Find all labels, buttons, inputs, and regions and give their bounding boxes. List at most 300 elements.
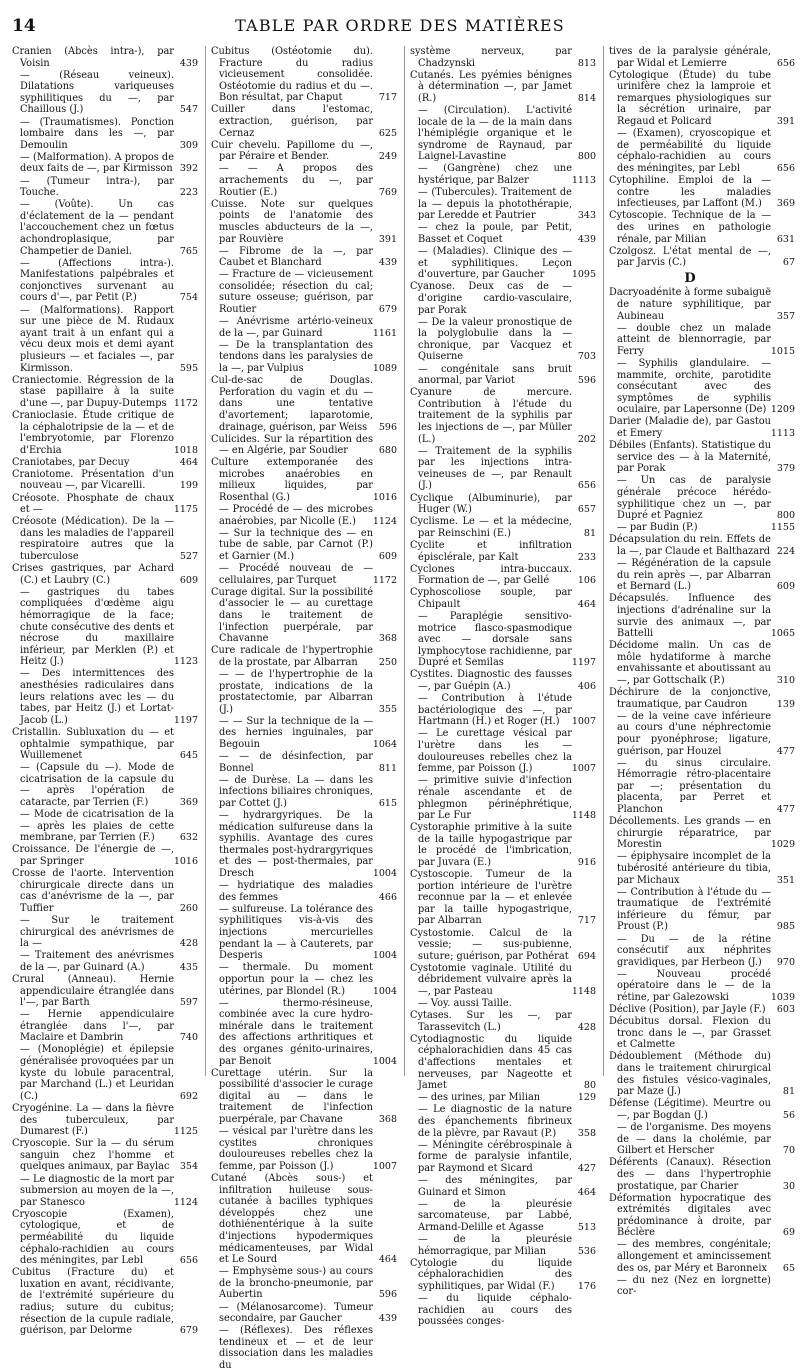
entry-text: — des méningites, par Guinard et Simon <box>418 1175 572 1198</box>
page-reference: 439 <box>378 1313 397 1325</box>
entry-text: Décubitus dorsal. Flexion du tronc dans le —, par Grasset et Calmette <box>609 1016 771 1051</box>
index-entry <box>211 563 397 586</box>
page-reference: 1089 <box>372 363 397 375</box>
page-reference: 1004 <box>372 1055 397 1067</box>
entry-text: — Emphysème sous-) au cours de la broncho-pneumonie, par Aubertin <box>219 1266 373 1301</box>
entry-text: Cystoraphie primitive à la suite de la taille hypogastrique par le procédé de l'imbrication, par Juvara (E.) <box>410 822 572 868</box>
index-entry <box>609 70 795 128</box>
index-entry <box>211 246 397 269</box>
index-entry <box>211 528 397 563</box>
index-entry <box>609 758 795 816</box>
index-entry <box>12 199 198 257</box>
page-reference: 1172 <box>173 397 198 409</box>
page-reference: 1029 <box>770 839 795 851</box>
page-reference: 916 <box>577 856 596 868</box>
page-reference: 656 <box>179 1255 198 1267</box>
entry-text: Décollements. Les grands — en chirurgie réparatrice, par Morestin <box>609 816 771 851</box>
entry-text: — sulfureuse. La tolérance des syphilitiques vis-à-vis des injections mercurielles pendant la — à Cauterets, par Desperis <box>219 903 373 962</box>
entry-text: — chez la poule, par Petit, Basset et Coquet <box>418 222 572 245</box>
page-reference: 740 <box>179 1032 198 1044</box>
entry-text: Dédoublement (Méthode du) dans le traitement chirurgical des fistules vésico-vaginales, par Maze (J.) <box>609 1051 771 1098</box>
entry-text: Cryoscopie. Sur la — du sérum sanguin chez l'homme et quelques animaux, par Baylac <box>12 1138 174 1173</box>
entry-text: Crises gastriques, par Achard (C.) et Laubry (C.) <box>12 563 174 586</box>
page-reference: 30 <box>782 1180 795 1192</box>
index-entry <box>410 1199 596 1234</box>
page-reference: 464 <box>577 598 596 610</box>
page-reference: 1209 <box>770 404 795 416</box>
entry-text: Cuiller dans l'estomac, extraction, guérison, par Cernaz <box>211 104 373 139</box>
index-entry <box>410 693 596 728</box>
index-entry <box>211 46 397 104</box>
index-entry <box>12 587 198 668</box>
page-reference: 1197 <box>571 657 596 669</box>
entry-text: Cyanure de mercure. Contribution à l'étude du traitement de la syphilis par les injections de —, par Müller (L.) <box>410 387 572 445</box>
index-column-1 <box>12 46 198 1337</box>
index-entry <box>609 711 795 757</box>
page-reference: 1175 <box>173 504 198 516</box>
entry-text: — Contribution à l'étude du — traumatique de l'extrémité inférieure du fémur, par Proust (P.) <box>617 886 771 933</box>
page-reference: 1015 <box>770 345 795 357</box>
entry-text: — Le diagnostic de la mort par submersion au moyen de la —, par Stanesco <box>20 1173 174 1208</box>
entry-text: Czolgosz. L'état mental de —, par Jarvis (C.) <box>609 245 771 269</box>
page-reference: 428 <box>179 938 198 950</box>
page-reference: 814 <box>577 92 596 104</box>
entry-text: Craniectomie. Régression de la stase papillaire à la suite d'une —, par Dupuy-Dutemps <box>12 374 174 409</box>
index-entry <box>410 105 596 163</box>
index-entry <box>609 475 795 521</box>
page-reference: 1007 <box>372 1160 397 1172</box>
index-entry <box>609 1157 795 1192</box>
index-entry <box>211 140 397 163</box>
entry-text: Craniotabes, par Decuy <box>12 456 130 468</box>
entry-text: Cyclite et infiltration épisclérale, par Kalt <box>410 539 572 563</box>
entry-text: Cubitus (Fracture du) et luxation en avant, récidivante, de l'extrémité supérieure du radius; suture du cubitus; résection de la cupule radiale, guérison, par Delorme <box>12 1267 174 1337</box>
index-entry <box>211 904 397 962</box>
page-reference: 65 <box>782 1262 795 1274</box>
page-reference: 813 <box>577 57 596 69</box>
entry-text: — Traitement des anévrismes de la —, par Guinard (A.) <box>20 950 174 973</box>
index-entry <box>410 281 596 316</box>
page-reference: 439 <box>577 234 596 245</box>
entry-text: — Un cas de paralysie générale précoce hérédo-syphilitique chez un —, par Dupré et Pagniez <box>617 475 771 522</box>
page-reference: 379 <box>776 463 795 475</box>
entry-text: Cystites. Diagnostic des fausses —, par Guépin (A.) <box>410 669 572 693</box>
index-entry <box>410 317 596 363</box>
entry-text: Cristallin. Subluxation du — et ophtalmie sympathique, par Wuillemenet <box>12 726 174 762</box>
page-reference: 56 <box>782 1109 795 1121</box>
entry-text: — Procédé de — des microbes anaérobies, par Nicolle (E.) <box>219 504 373 527</box>
entry-text: — de la veine cave inférieure au cours d'une néphrectomie pour pyonéphrose; ligature, guérison, par Houzel <box>617 710 771 757</box>
page-reference: 1004 <box>372 950 397 962</box>
entry-text: Décapsulation du rein. Effets de la —, par Claude et Balthazard <box>609 534 771 557</box>
index-entry <box>410 1175 596 1198</box>
index-entry <box>211 340 397 375</box>
page-reference: 985 <box>776 921 795 933</box>
entry-text: — épiphysaire incomplet de la tubérosité antérieure du tibia, par Michaux <box>617 851 771 886</box>
entry-text: Créosote. Phosphate de chaux et — <box>12 492 174 516</box>
index-entry <box>12 762 198 808</box>
index-entry <box>410 163 596 186</box>
index-entry <box>410 364 596 387</box>
entry-text: Craniotome. Présentation d'un nouveau —, par Vicarelli. <box>12 468 174 492</box>
index-entry <box>609 287 795 322</box>
entry-text: — Du — de la rétine consécutif aux néphrites gravidiques, par Herbeon (J.) <box>617 933 771 968</box>
page-reference: 369 <box>776 198 795 210</box>
entry-text: — des membres, congénitale; allongement et amincissement des os, par Méry et Baronneix <box>617 1239 771 1274</box>
entry-text: — — de l'hypertrophie de la prostate, indications de la prostatectomie, par Albarran (J.) <box>219 668 373 715</box>
index-entry <box>609 175 795 210</box>
page-reference: 536 <box>577 1245 596 1257</box>
page-reference: 527 <box>179 551 198 563</box>
page-reference: 680 <box>378 445 397 457</box>
entry-text: Cyclisme. Le — et la médecine, par Reinschini (E.) <box>410 516 572 539</box>
entry-text: — Méningite cérébrospinale à forme de paralysie infantile, par Raymond et Sicard <box>418 1139 572 1174</box>
index-entry <box>12 457 198 469</box>
entry-text: — — de désinfection, par Bonnel <box>219 751 373 774</box>
entry-text: Déformation hypocratique des extrémités digitales avec prédominance à droite, par Béclère <box>609 1192 771 1239</box>
entry-text: Cyanose. Deux cas de — d'origine cardio-vasculaire, par Porak <box>410 281 572 316</box>
entry-text: système nerveux, par Chadzynski <box>410 46 572 69</box>
index-entry <box>609 1122 795 1157</box>
column-divider <box>603 46 604 1076</box>
page-reference: 435 <box>179 961 198 973</box>
page-reference: 656 <box>577 480 596 492</box>
page-reference: 609 <box>378 551 397 563</box>
entry-text: Cystotomie vaginale. Utilité du débridement vulvaire après la —, par Pasteau <box>410 962 572 997</box>
entry-text: Croissance. De l'énergie de —, par Springer <box>12 844 174 867</box>
page-reference: 80 <box>583 1080 596 1092</box>
entry-text: — du nez (Nez en lorgnette) cor- <box>617 1274 771 1298</box>
index-entry <box>211 104 397 139</box>
index-entry <box>211 587 397 645</box>
page-reference: 129 <box>577 1092 596 1104</box>
entry-text: — Mode de cicatrisation de la — après les plaies de cette membrane, par Terrien (F.) <box>20 809 174 844</box>
entry-text: — De la valeur pronostique de la polyglobulie dans la — chronique, par Vacquez et Quiserne <box>418 316 572 363</box>
entry-text: — Le curettage vésical par l'urètre dans les — douloureuses rebelles chez la femme, par Poisson (J.) <box>418 728 572 775</box>
page-reference: 1007 <box>571 716 596 728</box>
page-reference: 69 <box>782 1227 795 1239</box>
entry-text: — de la pleurésie hémorragique, par Milian <box>418 1233 572 1257</box>
entry-text: — de l'organisme. Des moyens de — dans la cholémie, par Gilbert et Herscher <box>617 1122 771 1157</box>
page-reference: 754 <box>179 292 198 304</box>
column-divider <box>205 46 206 1076</box>
page-reference: 250 <box>378 656 397 668</box>
entry-text: Curage digital. Sur la possibilité d'associer le — au curettage dans le traitement de l'infection puerpérale, par Chavanne <box>211 586 373 645</box>
index-entry <box>211 751 397 774</box>
page-reference: 1197 <box>173 714 198 726</box>
entry-text: Cystostomie. Calcul de la vessie; — sus-pubienne, suture; guérison, par Pothérat <box>410 927 572 962</box>
entry-text: Décidome malin. Un cas de môle hydatiforme à marche envahissante et aboutissant au —, par Gottschalk (P.) <box>609 640 771 686</box>
page-reference: 406 <box>577 681 596 693</box>
entry-text: Déférents (Canaux). Résection des — dans l'hypertrophie prostatique, par Charier <box>609 1157 771 1192</box>
index-entry <box>410 1092 596 1104</box>
page-reference: 477 <box>776 745 795 757</box>
index-entry <box>12 1103 198 1138</box>
page-reference: 765 <box>179 245 198 257</box>
index-entry <box>609 246 795 269</box>
index-entry <box>211 1173 397 1266</box>
page-reference: 391 <box>776 116 795 128</box>
page-reference: 368 <box>378 1114 397 1126</box>
entry-text: Cystoscopie. Tumeur de la portion intérieure de l'urètre reconnue par la — et enlevée par la taille hypogastrique, par Albarran <box>410 869 572 927</box>
entry-text: — du sinus circulaire. Hémorragie rétro-placentaire par —; présentation du placenta, par Perret et Planchon <box>617 757 771 815</box>
page-reference: 464 <box>378 1254 397 1266</box>
entry-text: — de la pleurésie sarcomateuse, par Labbé, Armand-Delille et Agasse <box>418 1198 572 1233</box>
entry-text: — thermo-résineuse, combinée avec la cure hydro-minérale dans le traitement des affections arthritiques et des organes génito-urinaires, par Benoit <box>219 997 373 1067</box>
index-entry <box>12 46 198 69</box>
page-reference: 309 <box>179 139 198 151</box>
page-reference: 657 <box>577 504 596 516</box>
page-reference: 392 <box>179 163 198 175</box>
index-entry <box>609 1239 795 1274</box>
entry-text: — Des intermittences des anesthésies radiculaires dans leurs relations avec les — du tabes, par Heitz (J.) et Lortat-Jacob (L.) <box>20 668 174 726</box>
index-column-3 <box>410 46 596 1328</box>
index-entry <box>12 915 198 950</box>
index-entry <box>211 199 397 245</box>
index-entry <box>410 1234 596 1257</box>
index-entry <box>12 375 198 410</box>
entry-text: Défense (Légitime). Meurtre ou —, par Bogdan (J.) <box>609 1098 771 1121</box>
entry-text: — (Maladies). Clinique des — et syphilitiques. Leçon d'ouverture, par Gaucher <box>418 246 572 281</box>
page-reference: 800 <box>776 510 795 522</box>
page-reference: 800 <box>577 151 596 163</box>
index-entry <box>12 1209 198 1267</box>
page-reference: 603 <box>776 1004 795 1016</box>
entry-text: — Contribution à l'étude bactériologique des —, par Hartmann (H.) et Roger (H.) <box>418 693 572 728</box>
index-entry <box>410 1258 596 1293</box>
entry-text: — vésical par l'urètre dans les cystites chroniques douloureuses rebelles chez la femme, par Poisson (J.) <box>219 1126 373 1172</box>
index-entry <box>609 358 795 416</box>
entry-text: — — A propos des arrachements du —, par Routier (E.) <box>219 163 373 198</box>
index-entry <box>410 446 596 492</box>
entry-text: — gastriques du tabes compliquées d'œdème aigu hémorragique de la face; chute consécutive des dents et nécrose du maxillaire inférieur, par Merklen (P.) et Heitz (J.) <box>20 586 174 668</box>
index-entry <box>609 1098 795 1121</box>
entry-text: — (Gangrène) chez une hystérique, par Balzer <box>418 163 572 187</box>
page-reference: 477 <box>776 804 795 815</box>
entry-text: Cyclique (Albuminurie), par Huger (W.) <box>410 492 572 516</box>
entry-text: Cul-de-sac de Douglas. Perforation du vagin et du — dans une tentative d'avortement; laparotomie, drainage, guérison, par Weiss <box>211 375 373 433</box>
index-entry <box>12 950 198 973</box>
index-entry <box>609 593 795 639</box>
page-reference: 513 <box>577 1221 596 1233</box>
index-entry <box>609 851 795 886</box>
page-reference: 439 <box>378 257 397 269</box>
entry-text: — thermale. Du moment opportun pour la — chez les utérines, par Blondel (R.) <box>219 962 373 997</box>
index-entry <box>211 998 397 1068</box>
entry-text: Crural (Anneau). Hernie appendiculaire étranglée dans l'—, par Barth <box>12 973 174 1009</box>
page-reference: 224 <box>776 545 795 557</box>
page-reference: 199 <box>179 480 198 492</box>
index-entry <box>410 516 596 539</box>
entry-text: Cuisse. Note sur quelques points de l'anatomie des muscles abducteurs de la —, par Rouvière <box>211 198 373 245</box>
index-entry <box>211 880 397 903</box>
entry-text: — Régénération de la capsule du rein après —, par Albarran et Bernard (L.) <box>617 558 771 593</box>
page-reference: 692 <box>179 1090 198 1102</box>
index-entry <box>12 1267 198 1337</box>
index-entry <box>211 716 397 751</box>
index-entry <box>211 669 397 715</box>
index-entry <box>609 887 795 933</box>
page-reference: 1113 <box>571 175 596 187</box>
index-entry <box>12 868 198 914</box>
index-entry <box>410 669 596 692</box>
index-entry <box>609 522 795 534</box>
index-entry <box>211 1325 397 1371</box>
index-entry <box>211 810 397 880</box>
page-reference: 679 <box>378 304 397 316</box>
page-reference: 656 <box>776 162 795 174</box>
entry-text: Cytophiline. Emploi de la — contre les maladies infectieuses, par Laffont (M.) <box>609 175 771 210</box>
page-reference: 717 <box>378 92 397 104</box>
page-reference: 464 <box>179 456 198 468</box>
index-entry <box>12 668 198 726</box>
entry-text: Déchirure de la conjonctive, traumatique, par Caudron <box>609 687 771 710</box>
entry-text: — (Examen), cryoscopique et de perméabilité du liquide céphalo-rachidien au cours des méningites, par Lebl <box>617 128 771 174</box>
page-reference: 1155 <box>770 522 795 534</box>
index-entry <box>211 375 397 433</box>
entry-text: Cytologique (Étude) du tube urinifère chez la lamproie et remarques physiologiques sur la sécrétion urinaire, par Regaud et Policard <box>609 69 771 128</box>
index-entry <box>211 316 397 339</box>
index-entry <box>410 1104 596 1139</box>
entry-text: Débiles (Enfants). Statistique du service des — à la Maternité, par Porak <box>609 440 771 475</box>
entry-text: — (Monoplégie) et épilepsie généralisée provoquées par un kyste du lobule paracentral, par Marchand (L.) et Leuridan (C.) <box>20 1044 174 1102</box>
index-entry <box>609 816 795 851</box>
index-entry <box>211 1126 397 1172</box>
page-reference: 67 <box>782 257 795 269</box>
entry-text: — De la transplantation des tendons dans les paralysies de la —, par Vulpius <box>219 339 373 375</box>
index-entry <box>609 640 795 686</box>
entry-text: Cubitus (Ostéotomie du). Fracture du radius vicieusement consolidée. Ostéotomie du radius et du —. Bon résultat, par Chaput <box>211 46 373 104</box>
entry-text: — — Sur la technique de la — des hernies inguinales, par Begouin <box>219 715 373 751</box>
index-entry <box>410 70 596 105</box>
index-entry <box>12 1009 198 1044</box>
entry-text: Cranien (Abcès intra-), par Voisin <box>12 46 174 69</box>
index-entry <box>12 974 198 1009</box>
index-entry <box>410 928 596 963</box>
entry-text: — Fracture de — vicieusement consolidée; résection du cal; suture osseuse; guérison, par Routier <box>219 269 373 316</box>
entry-text: — (Malformations). Rapport sur une pièce de M. Rudaux ayant trait à un enfant qui a vécu deux mois et demi ayant plusieurs — et faciales —, par Kirmisson. <box>20 304 174 374</box>
page-reference: 1148 <box>571 810 596 822</box>
entry-text: — Traitement de la syphilis par les injections intra-veineuses de —, par Renault (J.) <box>418 445 572 492</box>
entry-text: — Fibrome de la —, par Caubet et Blanchard <box>219 245 373 269</box>
entry-text: — (Affections intra-). Manifestations palpébrales et conjonctives survenant au cours d'—, par Petit (P.) <box>20 257 174 304</box>
page-reference: 679 <box>179 1325 198 1337</box>
page-reference: 811 <box>378 762 397 774</box>
page-number: 14 <box>12 16 36 36</box>
page-reference: 615 <box>378 798 397 809</box>
entry-text: D <box>684 270 696 286</box>
page-reference: 1172 <box>372 574 397 586</box>
entry-text: Cytologie du liquide céphalorachidien des syphilitiques, par Widal (F.) <box>410 1257 572 1292</box>
index-entry <box>609 558 795 593</box>
page-reference: 1007 <box>571 763 596 775</box>
index-entry <box>410 728 596 774</box>
page-reference: 1018 <box>173 444 198 456</box>
entry-text: Cutané (Abcès sous-) et infiltration huileuse sous-cutanée à bacilles typhiques développés chez une dothiénentérique à la suite d'injections hypodermiques médicamenteuses, par Widal et Le Sourd <box>211 1173 373 1266</box>
index-entry <box>410 611 596 669</box>
page-reference: 656 <box>776 57 795 69</box>
entry-text: — hydrargyriques. De la médication sulfureuse dans la syphilis. Avantage des cures thermales post-hydrargyriques et des — post-thermales, par Dresch <box>219 810 373 880</box>
entry-text: Décapsulés. Influence des injections d'adrénaline sur la survie des animaux —, par Battelli <box>609 593 771 640</box>
entry-text: Cranioclasie. Étude critique de la céphalotripsie de la — et de l'embryotomie, par Florenzo d'Erchia <box>12 409 174 456</box>
entry-text: Cytoscopie. Technique de la — des urines en pathologie rénale, par Milian <box>609 210 771 245</box>
index-entry <box>211 645 397 668</box>
entry-text: — (Malformation). A propos de deux faits de —, par Kirmisson <box>20 151 174 175</box>
index-entry <box>609 210 795 245</box>
index-entry <box>12 152 198 175</box>
index-entry <box>609 1016 795 1051</box>
entry-text: — Nouveau procédé opératoire dans le — de la rétine, par Galezowski <box>617 968 771 1003</box>
index-entry <box>609 1004 795 1016</box>
entry-text: — par Budin (P.) <box>617 522 698 534</box>
page-reference: 1016 <box>173 855 198 867</box>
entry-text: Cutanés. Les pyémies bénignes à détermination —, par Jamet (R.) <box>410 69 572 104</box>
entry-text: — (Mélanosarcome). Tumeur secondaire, par Gaucher <box>219 1301 373 1325</box>
index-entry <box>12 1138 198 1173</box>
index-entry <box>211 457 397 503</box>
page-reference: 1016 <box>372 492 397 504</box>
entry-text: — (Réseau veineux). Dilatations variqueuses syphilitiques du —, par Chaillous (J.) <box>20 69 174 116</box>
page-reference: 70 <box>782 1145 795 1157</box>
index-entry <box>410 775 596 821</box>
page-reference: 428 <box>577 1021 596 1033</box>
entry-text: Cryoscopie (Examen), cytologique, et de perméabilité du liquide céphalo-rachidien au cours des méningites, par Lebl <box>12 1208 174 1267</box>
index-entry <box>410 564 596 587</box>
index-entry <box>12 70 198 116</box>
page-reference: 547 <box>179 104 198 116</box>
index-entry <box>410 1293 596 1328</box>
page-reference: 1113 <box>770 428 795 439</box>
page-reference: 645 <box>179 750 198 762</box>
page-reference: 358 <box>577 1127 596 1139</box>
index-entry <box>12 1044 198 1102</box>
page-reference: 249 <box>378 151 397 163</box>
page-reference: 81 <box>583 527 596 539</box>
index-entry <box>410 540 596 563</box>
page-reference: 597 <box>179 997 198 1009</box>
entry-text: Créosote (Médication). De la — dans les maladies de l'appareil respiratoire autres que la tuberculose <box>12 516 174 563</box>
page-reference: 1124 <box>372 515 397 527</box>
index-entry <box>211 163 397 198</box>
index-entry <box>12 516 198 562</box>
entry-text: — Voy. aussi Taille. <box>418 998 512 1010</box>
index-entry <box>609 416 795 439</box>
page-reference: 1148 <box>571 986 596 997</box>
index-entry <box>12 1174 198 1209</box>
index-column-2 <box>211 46 397 1371</box>
index-entry <box>609 1193 795 1239</box>
page-reference: 391 <box>378 233 397 245</box>
page-reference: 595 <box>179 362 198 374</box>
entry-text: — Paraplégie sensitivo-motrice flasco-spasmodique avec — dorsale sans lymphocytose rachidienne, par Dupré et Semilas <box>418 611 572 669</box>
index-entry <box>12 844 198 867</box>
page-reference: 139 <box>776 698 795 710</box>
entry-text: — (Circulation). L'activité locale de la — de la main dans l'hémiplégie organique et le syndrome de Raynaud, par Laignel-Lavastine <box>418 104 572 163</box>
entry-text: Déclive (Position), par Jayle (F.) <box>609 1004 766 1016</box>
entry-text: — (Tubercules). Traitement de la — depuis la photothérapie, par Leredde et Pautrier <box>418 187 572 222</box>
index-entry <box>410 187 596 222</box>
section-letter <box>609 270 795 286</box>
entry-text: — Procédé nouveau de — cellulaires, par Turquet <box>219 563 373 586</box>
entry-text: Dacryoadénite à forme subaiguë de nature syphilitique, par Aubineau <box>609 287 771 322</box>
index-column-4 <box>609 46 795 1298</box>
index-entry <box>410 246 596 281</box>
index-entry <box>410 46 596 69</box>
entry-text: — (Capsule du —). Mode de cicatrisation de la capsule du — après l'opération de cataracte, par Terrien (F.) <box>20 762 174 808</box>
entry-text: Cuir chevelu. Papillome du —, par Péraire et Bender. <box>211 139 373 163</box>
entry-text: Crosse de l'aorte. Intervention chirurgicale directe dans un cas d'anévrisme de la —, par Tuffier <box>12 868 174 914</box>
page-reference: 703 <box>577 351 596 363</box>
